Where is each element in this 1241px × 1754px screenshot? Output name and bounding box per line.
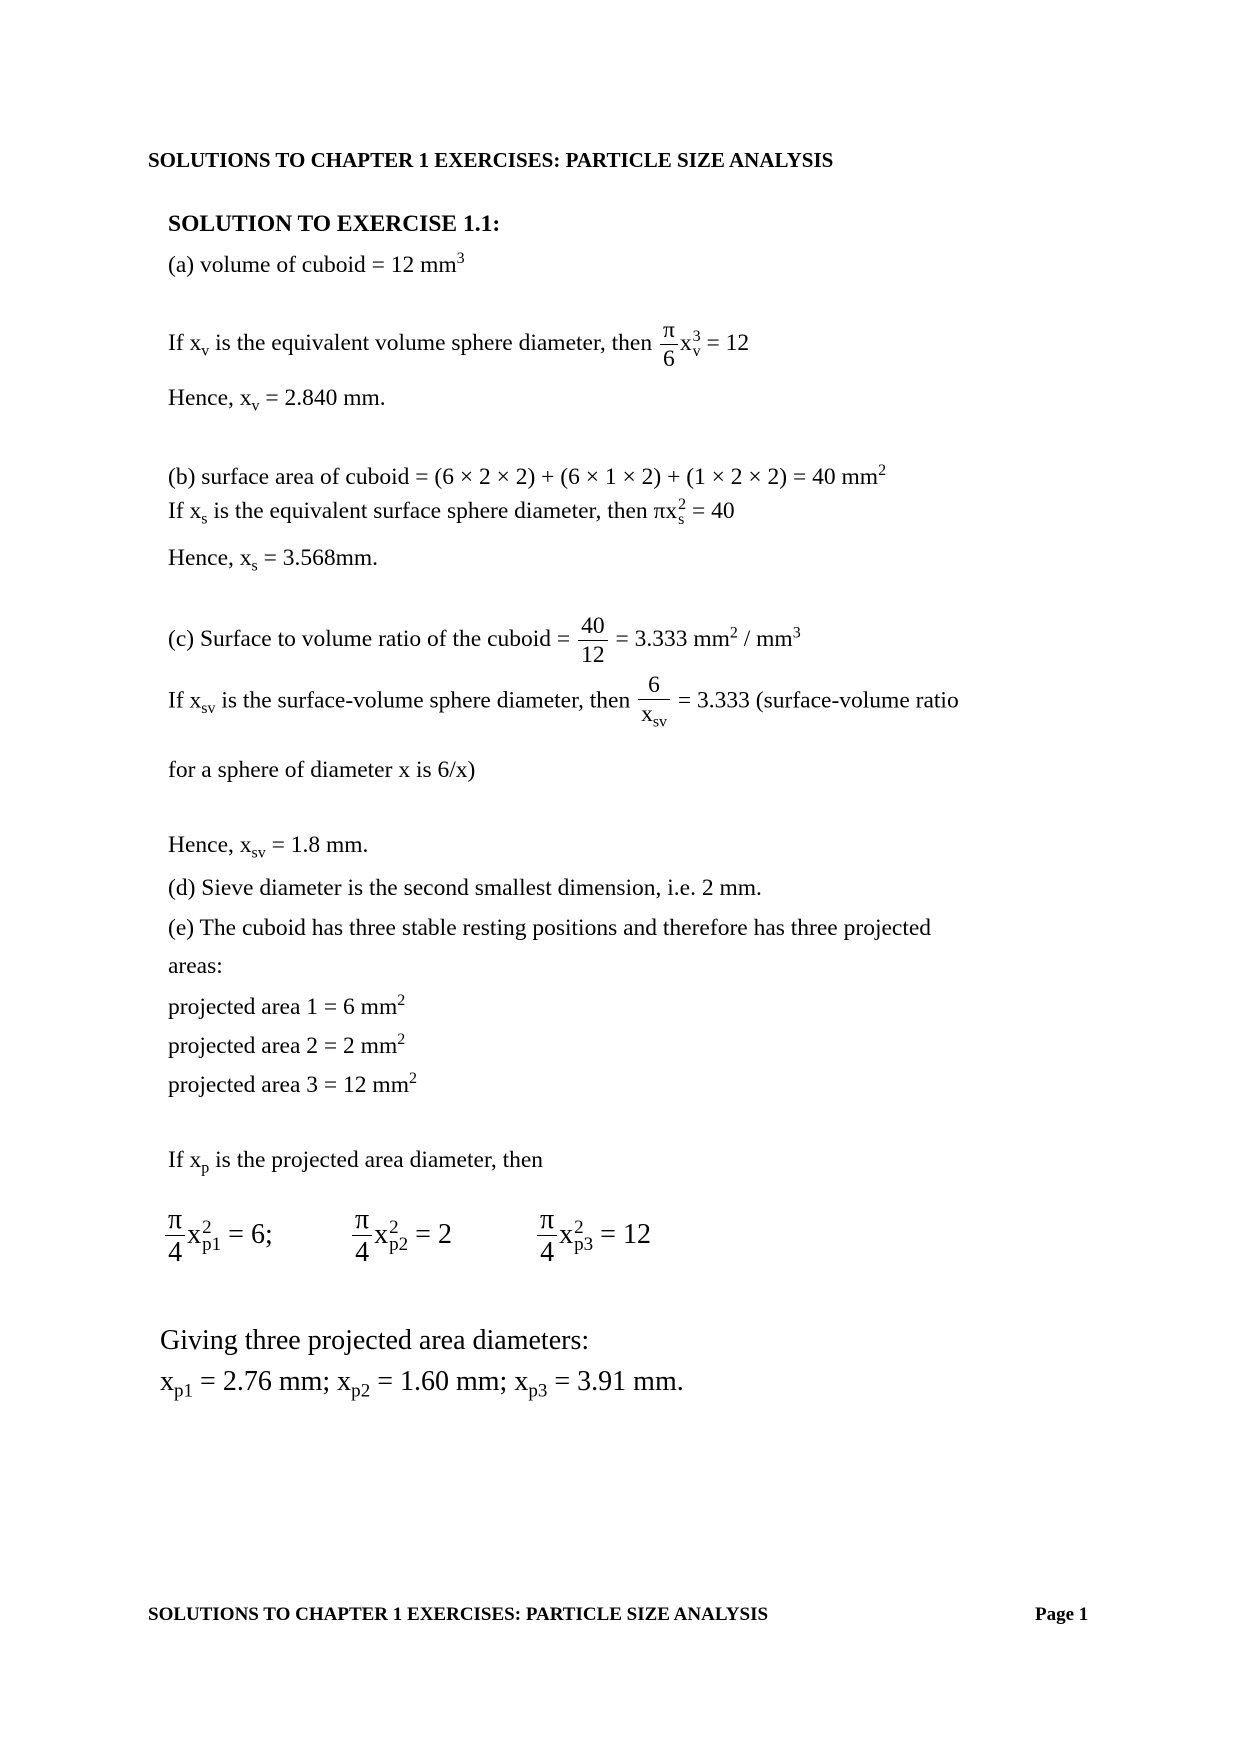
six-over-xsv-fraction: $\frac{6}{x_{sv}}$ — [638, 673, 670, 731]
projected-equation-2: $\frac{\pi}{4}$ x 2 p2 = 2 — [350, 1205, 452, 1268]
part-a-result: Hence, $x_v = 2.840$ mm. — [168, 385, 386, 415]
part-c-equation: If $x_{sv}$ is the surface-volume sphere diameter, then $\frac{6}{x_{sv}}$ = 3.333 (surface-volume ratio — [168, 672, 959, 731]
projected-area-3: projected area 3 = 12 $mm^2$ — [168, 1070, 417, 1098]
part-c-result: Hence, $x_{sv} = 1.8$ mm. — [168, 832, 369, 862]
part-c-note: for a sphere of diameter x is 6/x) — [168, 757, 476, 783]
part-c-ratio: (c) Surface to volume ratio of the cuboid = $\frac{40}{12}$ = 3.333 $mm^2 / mm^3$ — [168, 613, 801, 668]
giving-heading: Giving three projected area diameters: — [160, 1325, 590, 1356]
projected-area-1: projected area 1 = 6 $mm^2$ — [168, 992, 406, 1020]
footer-title: SOLUTIONS TO CHAPTER 1 EXERCISES: PARTICLE SIZE ANALYSIS — [148, 1604, 769, 1625]
part-b-surface-area: (b) surface area of cuboid = (6 × 2 × 2) + (6 × 1 × 2) + (1 × 2 × 2) = 40 $mm^2$ — [168, 462, 887, 490]
projected-intro: If $x_p$ is the projected area diameter, then — [168, 1147, 544, 1177]
part-a-volume: (a) volume of cuboid = 12 $mm^3$ — [168, 250, 465, 278]
part-e-line2: areas: — [168, 953, 223, 979]
forty-over-twelve-fraction: $\frac{40}{12}$ — [578, 614, 608, 667]
part-a-equation: If $x_v$ is the equivalent volume sphere diameter, then $\frac{\pi}{6}$ x 3 v = 12 — [168, 317, 750, 372]
part-d-sieve: (d) Sieve diameter is the second smallest dimension, i.e. 2 mm. — [168, 875, 762, 901]
projected-area-2: projected area 2 = 2 $mm^2$ — [168, 1031, 406, 1059]
part-b-result: Hence, $x_s = 3.568mm$. — [168, 545, 379, 575]
part-b-equation: If $x_s$ is the equivalent surface sphere diameter, then πx 2 s = 40 — [168, 496, 735, 528]
part-e-line1: (e) The cuboid has three stable resting positions and therefore has three projected — [168, 915, 932, 941]
projected-equation-1: $\frac{\pi}{4}$ x 2 p1 = 6; — [163, 1205, 273, 1268]
projected-equation-3: $\frac{\pi}{4}$ x 2 p3 = 12 — [535, 1205, 651, 1268]
pi-over-6-fraction: $\frac{\pi}{6}$ — [660, 318, 678, 371]
exercise-heading: SOLUTION TO EXERCISE 1.1: — [168, 211, 501, 237]
projected-results: $x_{p1} = 2.76$ mm; $x_{p2} = 1.60$ mm; $x_{p3} = 3.91$ mm. — [160, 1366, 684, 1402]
page-title: SOLUTIONS TO CHAPTER 1 EXERCISES: PARTICLE SIZE ANALYSIS — [148, 148, 834, 172]
footer-page-number: Page 1 — [1035, 1604, 1089, 1625]
